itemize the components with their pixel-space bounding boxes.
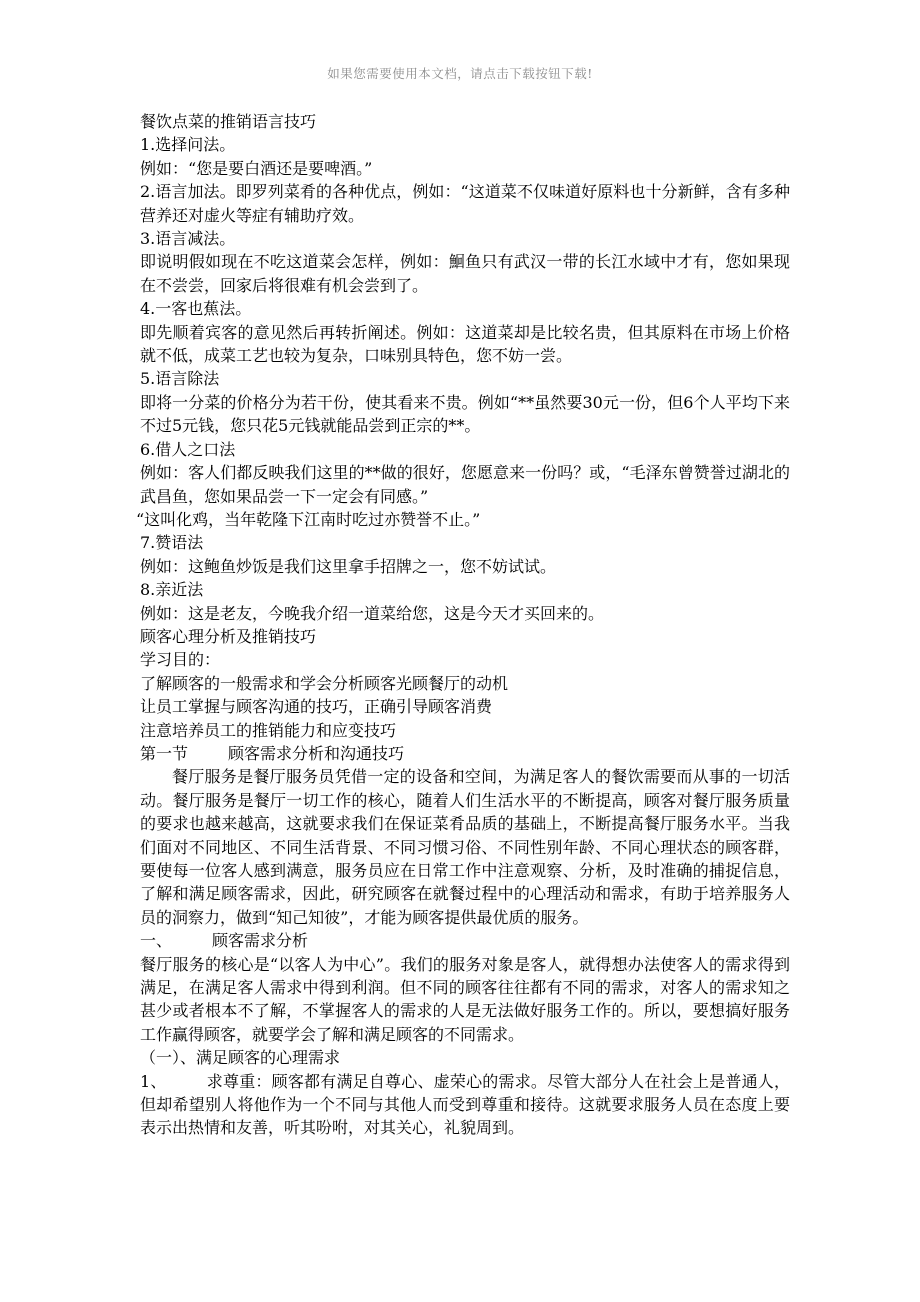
paragraph-15: 8.亲近法 (140, 580, 204, 600)
learning-goal-1: 了解顾客的一般需求和学会分析顾客光顾餐厅的动机 (140, 673, 509, 693)
paragraph-12: “这叫化鸡，当年乾隆下江南时吃过亦赞誉不止。” (136, 509, 481, 529)
paragraph-5: 即说明假如现在不吃这道菜会怎样，例如：鮰鱼只有武汉一带的长江水域中才有，您如果现在不尝尝，回家后将很难有机会尝到了。 (140, 252, 790, 295)
learning-goal-3: 注意培养员工的推销能力和应变技巧 (140, 720, 397, 740)
paragraph-1: 1.选择问法。 (140, 135, 236, 155)
document-body (136, 110, 790, 1140)
learning-goal-2: 让员工掌握与顾客沟通的技巧，正确引导顾客消费 (140, 697, 493, 717)
paragraph-service-intro: 餐厅服务是餐厅服务员凭借一定的设备和空间，为满足客人的餐饮需要而从事的一切活动。餐厅服务是餐厅一切工作的核心，随着人们生活水平的不断提高，顾客对餐厅服务质量的要求也越来越高，这就要求我们在保证菜肴品质的基础上，不断提高餐厅服务水平。当我们面对不同地区、不同生活背景、不同习惯习俗、不同性别年龄、不同心理状态的顾客群，要使每一位客人感到满意，服务员应在日常工作中注意观察、分析，及时准确的捕捉信息，了解和满足顾客需求，因此，研究顾客在就餐过程中的心理活动和需求，有助于培养服务人员的洞察力，做到“知己知彼”，才能为顾客提供最优质的服务。 (140, 767, 790, 927)
subsection-heading: （一）、满足顾客的心理需求 (140, 1048, 341, 1068)
paragraph-6: 4.一客也蕉法。 (140, 299, 252, 319)
document-title: 餐饮点菜的推销语言技巧 (140, 112, 317, 131)
section-2-label: 一、 (140, 931, 173, 951)
paragraph-11: 例如：客人们都反映我们这里的**做的很好，您愿意来一份吗？或，“毛泽东曾赞誉过湖北的武昌鱼，您如果品尝一下一定会有同感。” (140, 463, 790, 506)
paragraph-8: 5.语言除法 (140, 369, 220, 389)
paragraph-3: 2.语言加法。即罗列菜肴的各种优点，例如：“这道菜不仅味道好原料也十分新鲜，含有多种营养还对虚火等症有辅助疗效。 (140, 182, 790, 225)
section-2-heading (140, 929, 790, 952)
paragraph-service-core: 餐厅服务的核心是“以客人为中心”。我们的服务对象是客人，就得想办法使客人的需求得到满足，在满足客人需求中得到利润。但不同的顾客往往都有不同的需求，对客人的需求知之甚少或者根本不了解，不掌握客人的需求的人是无法做好服务工作的。所以，要想搞好服务工作赢得顾客，就要学会了解和满足顾客的不同需求。 (140, 954, 790, 1044)
section-heading-psychology: 顾客心理分析及推销技巧 (140, 626, 317, 646)
paragraph-14: 例如：这鲍鱼炒饭是我们这里拿手招牌之一，您不妨试试。 (140, 556, 557, 576)
section-1-title: 顾客需求分析和沟通技巧 (228, 743, 405, 763)
section-2-title: 顾客需求分析 (212, 931, 309, 951)
item-1-label: 1、 (140, 1071, 167, 1091)
section-1-heading (140, 742, 790, 765)
paragraph-2: 例如：“您是要白酒还是要啤酒。” (140, 158, 373, 178)
item-1 (140, 1070, 790, 1140)
paragraph-10: 6.借人之口法 (140, 439, 236, 459)
paragraph-13: 7.赞语法 (140, 533, 204, 553)
item-1-text: 求尊重：顾客都有满足自尊心、虚荣心的需求。尽管大部分人在社会上是普通人，但却希望别人将他作为一个不同与其他人而受到尊重和接待。这就要求服务人员在态度上要表示出热情和友善，听其吩咐，对其关心，礼貌周到。 (140, 1071, 790, 1138)
paragraph-7: 即先顺着宾客的意见然后再转折阐述。例如：这道菜却是比较名贵，但其原料在市场上价格就不低，成菜工艺也较为复杂，口味别具特色，您不妨一尝。 (140, 322, 790, 366)
paragraph-4: 3.语言减法。 (140, 229, 236, 249)
learning-goals-label: 学习目的： (140, 650, 221, 670)
section-1-label: 第一节 (140, 743, 189, 763)
paragraph-16: 例如：这是老友，今晚我介绍一道菜给您，这是今天才买回来的。 (140, 603, 605, 623)
paragraph-9: 即将一分菜的价格分为若干份，使其看来不贵。例如“**虽然要30元一份，但6个人平均下来不过5元钱，您只花5元钱就能品尝到正宗的**。 (140, 392, 790, 436)
download-prompt: 如果您需要使用本文档，请点击下载按钮下载! (327, 66, 593, 81)
